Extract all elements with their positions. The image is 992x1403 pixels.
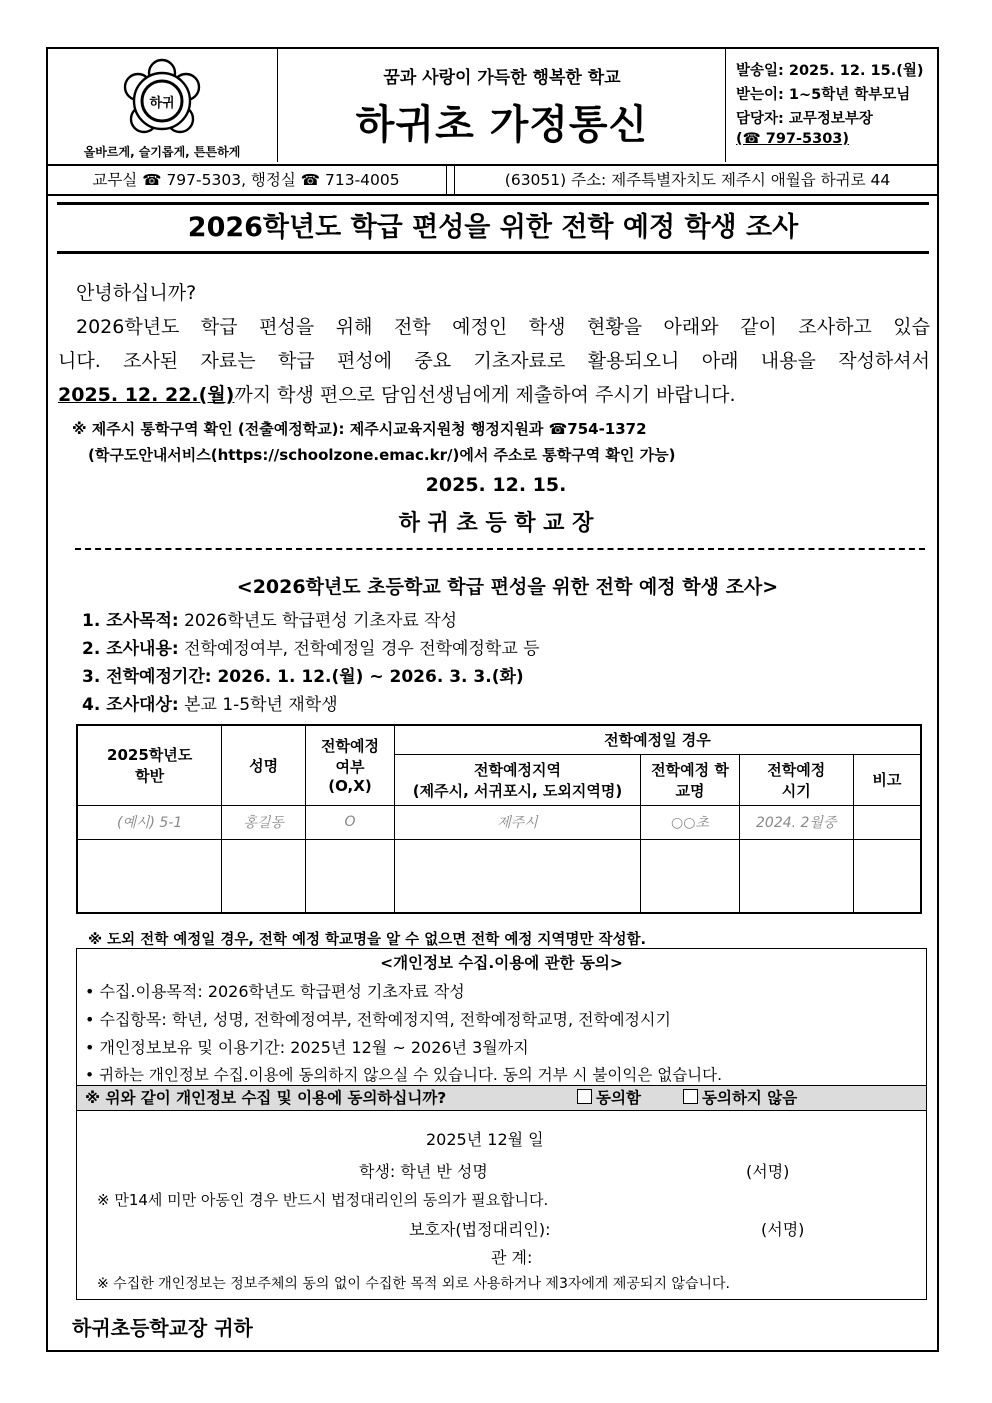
example-time: 2024. 2월중: [739, 805, 853, 839]
entry-school-cell[interactable]: [641, 839, 740, 913]
paragraph-line-2: 니다. 조사된 자료는 학급 편성에 중요 기초자료로 활용되오니 아래 내용을 작성하셔서: [58, 350, 930, 372]
greeting: 안녕하십니까?: [76, 282, 197, 304]
submission-deadline: 2025. 12. 22.(월): [58, 384, 235, 406]
example-transfer: O: [306, 805, 395, 839]
item-value: 전학예정여부, 전학예정일 경우 전학예정학교 등: [184, 639, 540, 659]
consent-bar: [77, 1085, 926, 1111]
entry-region-cell[interactable]: [394, 839, 640, 913]
table-footnote: ※ 도외 전학 예정일 경우, 전학 예정 학교명을 알 수 없으면 전학 예정 지역명만 작성함.: [88, 932, 647, 948]
item-label: 1. 조사목적:: [82, 611, 179, 631]
agree-checkbox[interactable]: [577, 1089, 592, 1104]
privacy-consent-box: [76, 948, 927, 1300]
item-value: 2026. 1. 12.(월) ~ 2026. 3. 3.(화): [217, 667, 524, 687]
minor-note: ※ 만14세 미만 아동인 경우 반드시 법정대리인의 동의가 필요합니다.: [97, 1191, 549, 1209]
paragraph-line-3: [58, 380, 736, 407]
school-zone-note: (학구도안내서비스(https://schoolzone.emac.kr/)에서 주소로 통학구역 확인 가능): [88, 446, 676, 464]
seal-text: 하귀: [149, 96, 175, 111]
col-time-header: 전학예정 시기: [739, 754, 853, 805]
addressee: 하귀초등학교장 귀하: [72, 1316, 253, 1340]
item-value: 2026학년도 학급편성 기초자료 작성: [184, 611, 458, 631]
col-school-header: 전학예정 학교명: [641, 754, 740, 805]
survey-item-period: [82, 662, 524, 687]
student-line: 학생: 학년 반 성명: [359, 1162, 488, 1181]
entry-name-cell[interactable]: [222, 839, 306, 913]
recipient: 받는이: 1~5학년 학부모님: [736, 87, 911, 103]
disagree-option[interactable]: [683, 1086, 797, 1110]
item-label: 4. 조사대상:: [82, 695, 179, 715]
agree-option[interactable]: [577, 1086, 641, 1110]
privacy-bullet: • 개인정보보유 및 이용기간: 2025년 12월 ~ 2026년 3월까지: [85, 1038, 529, 1057]
item-label: 3. 전학예정기간:: [82, 667, 212, 687]
issue-date: 발송일: 2025. 12. 15.(월): [736, 63, 924, 79]
col-class-header: 2025학년도 학반: [77, 725, 222, 805]
example-note: [853, 805, 921, 839]
relation-line: 관 계:: [491, 1248, 533, 1267]
logo-caption: 올바르게, 슬기롭게, 튼튼하게: [83, 145, 241, 159]
survey-title: <2026학년도 초등학교 학급 편성을 위한 전학 예정 학생 조사>: [236, 576, 779, 598]
manager: 담당자: 교무정보부장: [736, 111, 873, 127]
consent-date: 2025년 12월 일: [426, 1130, 544, 1149]
entry-transfer-cell[interactable]: [306, 839, 395, 913]
agree-label: 동의함: [596, 1089, 641, 1107]
guardian-signature: (서명): [761, 1220, 805, 1239]
col-region-header: [394, 754, 640, 805]
privacy-bullet: • 수집.이용목적: 2026학년도 학급편성 기초자료 작성: [85, 982, 465, 1001]
header: [46, 47, 939, 164]
entry-row[interactable]: [77, 839, 921, 913]
item-label: 2. 조사내용:: [82, 639, 179, 659]
guardian-line: 보호자(법정대리인):: [409, 1220, 551, 1239]
entry-class-cell[interactable]: [77, 839, 222, 913]
paragraph-line-3-text: 까지 학생 편으로 담임선생님에게 제출하여 주시기 바랍니다.: [234, 384, 736, 406]
privacy-bottom-note: ※ 수집한 개인정보는 정보주체의 동의 없이 수집한 목적 외로 사용하거나 제3자에게 제공되지 않습니다.: [97, 1276, 730, 1292]
sender: 하 귀 초 등 학 교 장: [398, 511, 594, 536]
item-value: 본교 1-5학년 재학생: [184, 695, 338, 715]
logo-cell: [46, 47, 278, 162]
cut-line: [75, 548, 925, 550]
school-address: (63051) 주소: 제주특별자치도 제주시 애월읍 하귀로 44: [454, 166, 940, 194]
school-seal-icon: [118, 57, 206, 145]
title-cell: [278, 47, 726, 162]
example-name: 홍길동: [222, 805, 306, 839]
paragraph-line-1: [58, 312, 930, 339]
survey-item-purpose: [82, 606, 457, 631]
issue-info: [726, 47, 937, 162]
privacy-bullet: • 귀하는 개인정보 수집.이용에 동의하지 않으실 수 있습니다. 동의 거부 시 불이익은 없습니다.: [85, 1066, 723, 1084]
col-transfer-header: 전학예정 여부 (O,X): [306, 725, 395, 805]
col-region-sub: (제주시, 서귀포시, 도외지역명): [412, 781, 623, 800]
example-region: 제주시: [394, 805, 640, 839]
example-class: (예시) 5-1: [77, 805, 222, 839]
entry-time-cell[interactable]: [739, 839, 853, 913]
school-district-note: ※ 제주시 통학구역 확인 (전출예정학교): 제주시교육지원청 행정지원과 ☎754-1372: [72, 420, 647, 438]
office-phones: 교무실 ☎ 797-5303, 행정실 ☎ 713-4005: [46, 166, 447, 194]
disagree-label: 동의하지 않음: [702, 1089, 798, 1107]
col-region-label: 전학예정지역: [474, 760, 561, 779]
notice-date: 2025. 12. 15.: [425, 474, 567, 496]
contact-bar: [46, 164, 939, 196]
document-title: 2026학년도 학급 편성을 위한 전학 예정 학생 조사: [57, 202, 929, 254]
col-note-header: 비고: [853, 754, 921, 805]
disagree-checkbox[interactable]: [683, 1089, 698, 1104]
example-school: ○○초: [641, 805, 740, 839]
school-motto: 꿈과 사랑이 가득한 행복한 학교: [383, 68, 621, 88]
group-header: 전학예정일 경우: [394, 725, 921, 754]
newsletter-title: 하귀초 가정통신: [355, 102, 649, 148]
paragraph-line-1-text: 2026학년도 학급 편성을 위해 전학 예정인 학생 현황을 아래와 같이 조사하고 있습: [76, 316, 930, 338]
survey-item-target: [82, 690, 338, 715]
survey-item-content: [82, 634, 540, 659]
privacy-title: <개인정보 수집.이용에 관한 동의>: [380, 954, 623, 972]
manager-phone: (☎ 797-5303): [736, 131, 850, 147]
consent-question: ※ 위와 같이 개인정보 수집 및 이용에 동의하십니까?: [85, 1089, 447, 1107]
col-name-header: 성명: [222, 725, 306, 805]
example-row: [77, 805, 921, 839]
privacy-bullet: • 수집항목: 학년, 성명, 전학예정여부, 전학예정지역, 전학예정학교명, 전학예정시기: [85, 1010, 671, 1029]
entry-note-cell[interactable]: [853, 839, 921, 913]
student-signature: (서명): [746, 1162, 790, 1181]
survey-table: [76, 724, 922, 914]
